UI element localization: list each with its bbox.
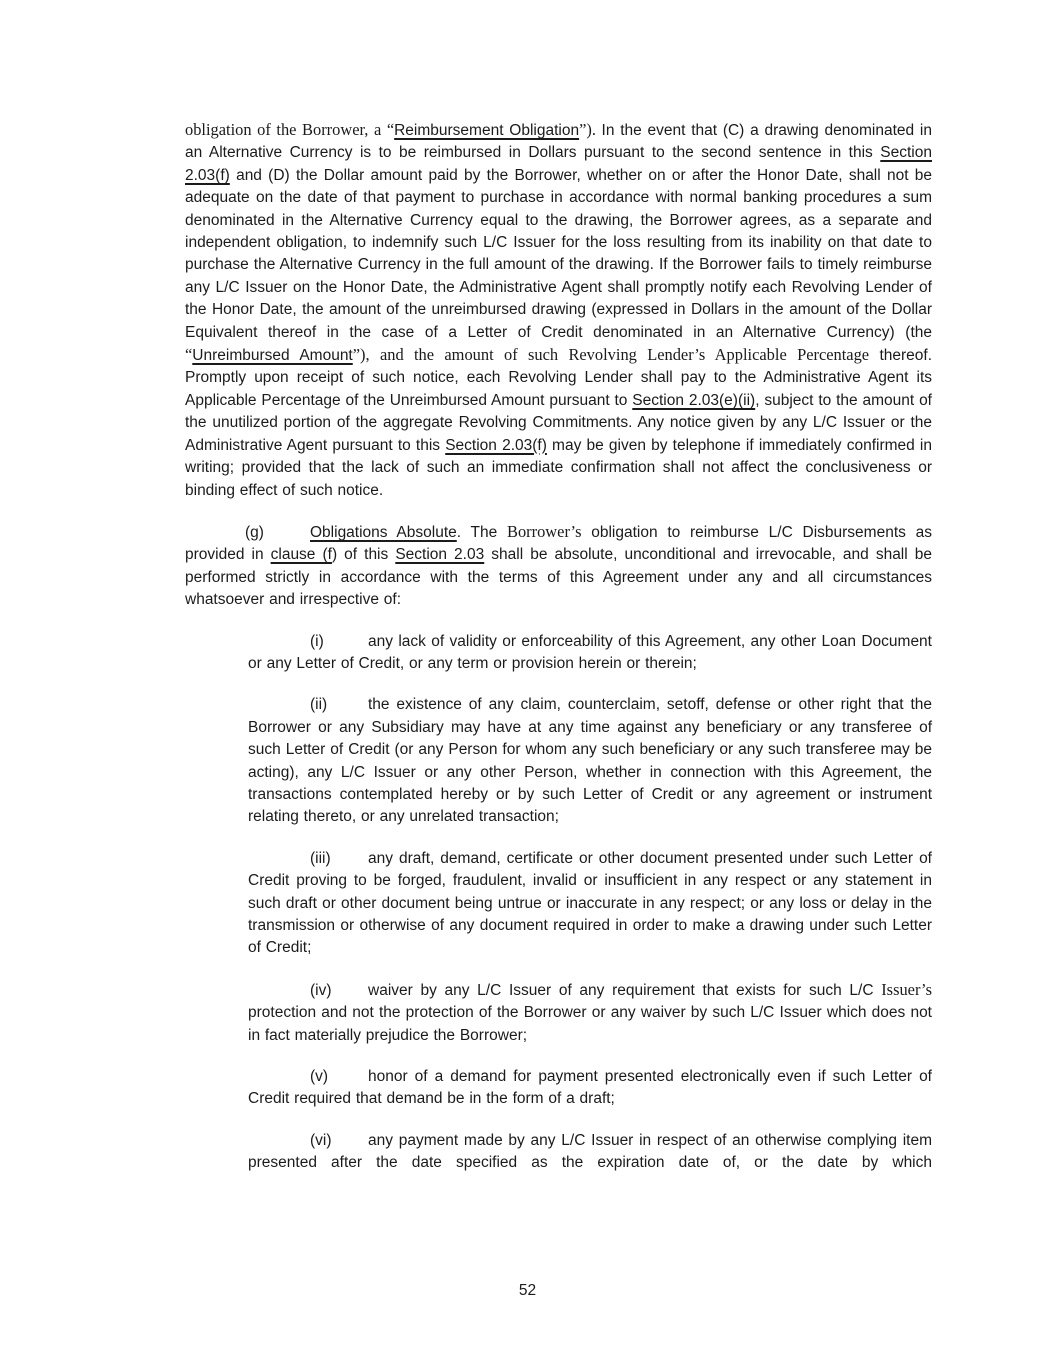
text-run: Section 2.03(f) bbox=[445, 436, 547, 454]
text-run: waiver by any L/C Issuer of any requirement that exists for such L/C bbox=[368, 981, 882, 999]
page-number: 52 bbox=[518, 1282, 537, 1299]
text-run: any draft, demand, certificate or other document presented under such Letter of Credit proving to be forged, fraudulent, invalid or insufficient in any respect or any statement in such draft or other document being untrue or inaccurate in any respect; or any loss or delay in the transmission or otherwise of any document required in order to make a drawing under such Letter of Credit; bbox=[248, 849, 932, 957]
text-run: Obligations Absolute bbox=[310, 523, 457, 541]
list-label: (v) bbox=[310, 1068, 329, 1086]
text-run: obligation to reimburse L/C Disbursements as provided in bbox=[185, 523, 932, 564]
list-item-i bbox=[248, 631, 932, 676]
text-run: Issuer’s bbox=[881, 979, 932, 999]
list-label: (i) bbox=[310, 632, 324, 650]
text-run: Section 2.03(e)(ii) bbox=[632, 391, 756, 409]
text-run: “ bbox=[185, 345, 193, 365]
list-label: (ii) bbox=[310, 696, 328, 714]
text-run: Borrower’s bbox=[506, 521, 582, 541]
list-label: (g) bbox=[245, 523, 264, 541]
text-run: any payment made by any L/C Issuer in respect of an otherwise complying item presented after the date specified as the expiration date of, or the date by which bbox=[248, 1131, 932, 1172]
text-run: clause (f bbox=[270, 546, 332, 564]
text-run: . The bbox=[456, 523, 507, 541]
page-footer bbox=[0, 1282, 1055, 1300]
text-run: protection and not the protection of the Borrower or any waiver by such L/C Issuer which does not in fact materially prejudice the Borrower; bbox=[248, 1004, 932, 1044]
text-run: Reimbursement Obligation bbox=[394, 122, 580, 139]
text-run: obligation of the Borrower, a “ bbox=[185, 120, 395, 139]
list-label: (iii) bbox=[310, 849, 331, 867]
text-run: ”). bbox=[579, 120, 602, 139]
text-run: Section 2.03(f) bbox=[185, 144, 932, 184]
text-run: any lack of validity or enforceability of this Agreement, any other Loan Document or any Letter of Credit, or any term or provision herein or therein; bbox=[248, 632, 932, 672]
text-run: honor of a demand for payment presented electronically even if such Letter of Credit required that demand be in the form of a draft; bbox=[248, 1068, 932, 1108]
text-run: In the event that (C) a drawing denominated in an Alternative Currency is to be reimbursed in Dollars pursuant to the second sentence in this bbox=[185, 122, 932, 162]
text-run: Unreimbursed Amount bbox=[192, 347, 353, 365]
list-item-iv bbox=[248, 979, 932, 1047]
list-label: (vi) bbox=[310, 1131, 332, 1149]
list-item-ii bbox=[248, 694, 932, 828]
text-run: may be given by telephone if immediately confirmed in writing; provided that the lack of such an immediate confirmation shall not affect the conclusiveness or binding effect of such notice. bbox=[185, 436, 932, 499]
text-run: Section 2.03 bbox=[395, 546, 485, 564]
list-item-iii bbox=[248, 848, 932, 960]
text-run: the existence of any claim, counterclaim, setoff, defense or other right that the Borrower or any Subsidiary may have at any time against any beneficiary or any transferee of such Letter of Credit (or any Person for whom any such beneficiary or any such transferee may be acting), any L/C Issuer or any other Person, whether in connection with this Agreement, the transactions contemplated hereby or by such Letter of Credit or any agreement or instrument relating thereto, or any unrelated transaction; bbox=[248, 696, 932, 826]
text-run: ”), and the amount of such Revolving Lender’s Applicable Percentage bbox=[352, 345, 880, 365]
text-run: ) of this bbox=[331, 546, 396, 564]
list-label: (iv) bbox=[310, 981, 332, 999]
paragraph-obligations-absolute bbox=[185, 521, 932, 612]
text-run: , subject to the amount of the unutilized portion of the aggregate Revolving Commitments. Any notice given by any L/C Issuer or the Administrative Agent pursuant to this bbox=[185, 391, 932, 454]
list-item-v bbox=[248, 1066, 932, 1111]
text-run: and (D) the Dollar amount paid by the Borrower, whether on or after the Honor Date, shall not be adequate on the date of that payment to purchase in accordance with normal banking procedures a sum denominated in the Alternative Currency equal to the drawing, the Borrower agrees, as a separate and independent obligation, to indemnify such L/C Issuer for the loss resulting from its inability on that date to purchase the Alternative Currency in the full amount of the drawing. If the Borrower fails to timely reimburse any L/C Issuer on the Honor Date, the Administrative Agent shall promptly notify each Revolving Lender of the Honor Date, the amount of the unreimbursed drawing (expressed in Dollars in the amount of the Dollar Equivalent thereof in the case of a Letter of Credit denominated in an Alternative Currency) (the bbox=[185, 166, 932, 341]
text-run: thereof. Promptly upon receipt of such notice, each Revolving Lender shall pay to the Administrative Agent its Applicable Percentage of the Unreimbursed Amount pursuant to bbox=[185, 347, 932, 409]
paragraph-continuation bbox=[185, 119, 932, 502]
list-item-vi bbox=[248, 1130, 932, 1175]
page-body bbox=[185, 119, 932, 1194]
text-run: shall be absolute, unconditional and irrevocable, and shall be performed strictly in accordance with the terms of this Agreement under any and all circumstances whatsoever and irrespective of: bbox=[185, 546, 932, 609]
